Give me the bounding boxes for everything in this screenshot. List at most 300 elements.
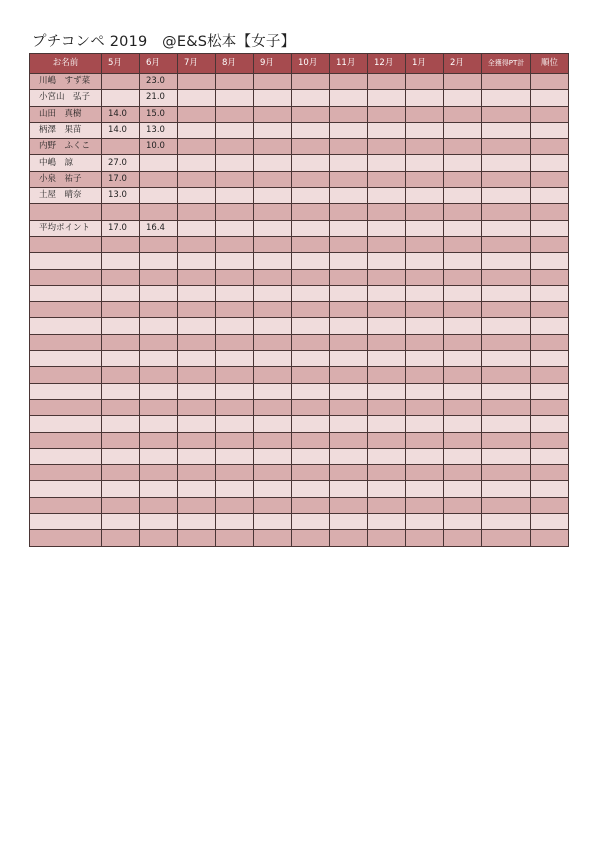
table-cell[interactable] <box>368 399 406 415</box>
table-cell[interactable] <box>531 514 569 530</box>
table-cell[interactable] <box>531 285 569 301</box>
table-cell[interactable] <box>482 285 531 301</box>
table-cell[interactable] <box>444 155 482 171</box>
table-cell[interactable] <box>330 448 368 464</box>
table-cell[interactable] <box>444 253 482 269</box>
table-cell[interactable] <box>140 318 178 334</box>
table-cell[interactable] <box>531 481 569 497</box>
table-cell[interactable] <box>444 139 482 155</box>
table-cell[interactable] <box>140 285 178 301</box>
table-cell[interactable] <box>140 481 178 497</box>
name-cell[interactable]: 土屋 晴奈 <box>30 188 102 204</box>
table-cell[interactable] <box>102 204 140 220</box>
table-cell[interactable] <box>330 188 368 204</box>
table-cell[interactable] <box>444 334 482 350</box>
table-cell[interactable] <box>406 302 444 318</box>
table-cell[interactable] <box>368 139 406 155</box>
table-cell[interactable] <box>254 497 292 513</box>
table-cell[interactable] <box>330 497 368 513</box>
table-cell[interactable] <box>531 74 569 90</box>
table-cell[interactable] <box>292 220 330 236</box>
table-cell[interactable] <box>406 220 444 236</box>
table-cell[interactable] <box>292 236 330 252</box>
table-cell[interactable] <box>178 269 216 285</box>
table-cell[interactable] <box>330 351 368 367</box>
table-cell[interactable] <box>482 106 531 122</box>
table-cell[interactable] <box>368 383 406 399</box>
table-cell[interactable] <box>292 204 330 220</box>
table-cell[interactable] <box>102 432 140 448</box>
table-cell[interactable] <box>178 139 216 155</box>
name-cell[interactable]: 中嶋 諒 <box>30 155 102 171</box>
table-cell[interactable] <box>216 285 254 301</box>
table-cell[interactable]: 27.0 <box>102 155 140 171</box>
name-cell[interactable] <box>30 383 102 399</box>
table-cell[interactable] <box>140 334 178 350</box>
table-cell[interactable] <box>368 204 406 220</box>
table-cell[interactable] <box>140 530 178 546</box>
table-cell[interactable]: 17.0 <box>102 220 140 236</box>
table-cell[interactable] <box>216 90 254 106</box>
table-cell[interactable] <box>216 367 254 383</box>
table-cell[interactable] <box>216 302 254 318</box>
table-cell[interactable] <box>444 530 482 546</box>
table-cell[interactable] <box>254 236 292 252</box>
table-cell[interactable] <box>482 220 531 236</box>
table-cell[interactable] <box>482 399 531 415</box>
name-cell[interactable]: 小泉 祐子 <box>30 171 102 187</box>
table-cell[interactable] <box>330 318 368 334</box>
table-cell[interactable] <box>406 285 444 301</box>
table-cell[interactable] <box>178 220 216 236</box>
table-cell[interactable] <box>178 285 216 301</box>
table-cell[interactable] <box>178 383 216 399</box>
table-cell[interactable] <box>482 90 531 106</box>
table-cell[interactable] <box>216 106 254 122</box>
table-cell[interactable] <box>444 302 482 318</box>
table-cell[interactable] <box>368 122 406 138</box>
table-cell[interactable] <box>482 448 531 464</box>
table-cell[interactable] <box>178 497 216 513</box>
table-cell[interactable] <box>254 514 292 530</box>
table-cell[interactable] <box>178 236 216 252</box>
table-cell[interactable] <box>531 171 569 187</box>
table-cell[interactable] <box>406 74 444 90</box>
table-cell[interactable] <box>216 269 254 285</box>
table-cell[interactable] <box>444 497 482 513</box>
table-cell[interactable]: 21.0 <box>140 90 178 106</box>
table-cell[interactable] <box>178 302 216 318</box>
table-cell[interactable] <box>368 188 406 204</box>
table-cell[interactable]: 13.0 <box>140 122 178 138</box>
table-cell[interactable] <box>254 465 292 481</box>
table-cell[interactable] <box>330 530 368 546</box>
table-cell[interactable] <box>368 351 406 367</box>
table-cell[interactable] <box>216 448 254 464</box>
name-cell[interactable] <box>30 514 102 530</box>
table-cell[interactable] <box>531 204 569 220</box>
table-cell[interactable] <box>178 74 216 90</box>
table-cell[interactable] <box>406 514 444 530</box>
table-cell[interactable] <box>292 155 330 171</box>
table-cell[interactable] <box>178 204 216 220</box>
table-cell[interactable] <box>178 351 216 367</box>
table-cell[interactable] <box>292 383 330 399</box>
table-cell[interactable] <box>368 155 406 171</box>
name-cell[interactable] <box>30 318 102 334</box>
table-cell[interactable] <box>368 497 406 513</box>
table-cell[interactable] <box>292 530 330 546</box>
table-cell[interactable] <box>406 171 444 187</box>
table-cell[interactable] <box>406 383 444 399</box>
table-cell[interactable] <box>531 122 569 138</box>
table-cell[interactable] <box>406 155 444 171</box>
table-cell[interactable] <box>444 106 482 122</box>
table-cell[interactable] <box>216 236 254 252</box>
table-cell[interactable] <box>254 269 292 285</box>
table-cell[interactable]: 16.4 <box>140 220 178 236</box>
table-cell[interactable] <box>482 481 531 497</box>
table-cell[interactable] <box>531 416 569 432</box>
table-cell[interactable] <box>140 416 178 432</box>
name-cell[interactable] <box>30 334 102 350</box>
table-cell[interactable] <box>102 253 140 269</box>
table-cell[interactable] <box>330 236 368 252</box>
table-cell[interactable] <box>178 514 216 530</box>
name-cell[interactable] <box>30 236 102 252</box>
table-cell[interactable] <box>330 334 368 350</box>
table-cell[interactable] <box>140 171 178 187</box>
name-cell[interactable] <box>30 432 102 448</box>
table-cell[interactable] <box>330 399 368 415</box>
table-cell[interactable] <box>140 399 178 415</box>
table-cell[interactable]: 14.0 <box>102 122 140 138</box>
table-cell[interactable] <box>444 74 482 90</box>
table-cell[interactable] <box>140 302 178 318</box>
table-cell[interactable] <box>444 269 482 285</box>
table-cell[interactable] <box>482 253 531 269</box>
name-cell[interactable]: 柄澤 果苗 <box>30 122 102 138</box>
table-cell[interactable] <box>292 497 330 513</box>
table-cell[interactable] <box>531 383 569 399</box>
table-cell[interactable] <box>216 122 254 138</box>
table-cell[interactable] <box>330 481 368 497</box>
table-cell[interactable] <box>292 465 330 481</box>
table-cell[interactable] <box>102 351 140 367</box>
table-cell[interactable] <box>330 220 368 236</box>
table-cell[interactable] <box>406 497 444 513</box>
table-cell[interactable] <box>216 204 254 220</box>
table-cell[interactable] <box>254 90 292 106</box>
table-cell[interactable] <box>254 383 292 399</box>
table-cell[interactable] <box>140 155 178 171</box>
table-cell[interactable] <box>292 351 330 367</box>
table-cell[interactable] <box>102 481 140 497</box>
table-cell[interactable] <box>482 367 531 383</box>
table-cell[interactable] <box>216 220 254 236</box>
name-cell[interactable]: 川嶋 すず菜 <box>30 74 102 90</box>
table-cell[interactable] <box>368 318 406 334</box>
table-cell[interactable] <box>531 497 569 513</box>
table-cell[interactable] <box>140 514 178 530</box>
name-cell[interactable]: 平均ポイント <box>30 220 102 236</box>
table-cell[interactable] <box>254 253 292 269</box>
name-cell[interactable] <box>30 448 102 464</box>
name-cell[interactable] <box>30 399 102 415</box>
table-cell[interactable] <box>102 497 140 513</box>
table-cell[interactable] <box>368 236 406 252</box>
table-cell[interactable] <box>531 155 569 171</box>
table-cell[interactable] <box>330 204 368 220</box>
table-cell[interactable] <box>216 318 254 334</box>
table-cell[interactable] <box>330 90 368 106</box>
table-cell[interactable] <box>292 432 330 448</box>
table-cell[interactable] <box>406 432 444 448</box>
table-cell[interactable] <box>444 448 482 464</box>
table-cell[interactable] <box>531 253 569 269</box>
table-cell[interactable] <box>406 106 444 122</box>
table-cell[interactable] <box>482 432 531 448</box>
table-cell[interactable] <box>254 204 292 220</box>
table-cell[interactable] <box>330 122 368 138</box>
table-cell[interactable] <box>102 285 140 301</box>
table-cell[interactable] <box>368 269 406 285</box>
table-cell[interactable]: 15.0 <box>140 106 178 122</box>
table-cell[interactable] <box>330 465 368 481</box>
table-cell[interactable] <box>140 448 178 464</box>
table-cell[interactable] <box>482 497 531 513</box>
table-cell[interactable] <box>178 155 216 171</box>
table-cell[interactable] <box>102 448 140 464</box>
table-cell[interactable] <box>292 122 330 138</box>
table-cell[interactable] <box>368 530 406 546</box>
table-cell[interactable] <box>140 465 178 481</box>
table-cell[interactable] <box>254 139 292 155</box>
table-cell[interactable] <box>531 351 569 367</box>
table-cell[interactable] <box>216 530 254 546</box>
table-cell[interactable] <box>482 236 531 252</box>
table-cell[interactable] <box>444 351 482 367</box>
table-cell[interactable] <box>178 334 216 350</box>
table-cell[interactable] <box>531 220 569 236</box>
table-cell[interactable] <box>444 171 482 187</box>
table-cell[interactable] <box>140 188 178 204</box>
table-cell[interactable] <box>482 74 531 90</box>
table-cell[interactable] <box>102 399 140 415</box>
table-cell[interactable] <box>406 465 444 481</box>
table-cell[interactable] <box>254 171 292 187</box>
table-cell[interactable] <box>254 188 292 204</box>
table-cell[interactable] <box>482 269 531 285</box>
table-cell[interactable] <box>102 90 140 106</box>
table-cell[interactable] <box>292 188 330 204</box>
table-cell[interactable] <box>216 139 254 155</box>
table-cell[interactable] <box>444 465 482 481</box>
table-cell[interactable] <box>102 269 140 285</box>
table-cell[interactable] <box>254 432 292 448</box>
table-cell[interactable] <box>292 90 330 106</box>
table-cell[interactable] <box>444 204 482 220</box>
table-cell[interactable] <box>102 514 140 530</box>
table-cell[interactable] <box>178 465 216 481</box>
name-cell[interactable] <box>30 204 102 220</box>
table-cell[interactable] <box>254 318 292 334</box>
table-cell[interactable] <box>531 236 569 252</box>
table-cell[interactable] <box>406 204 444 220</box>
name-cell[interactable] <box>30 351 102 367</box>
table-cell[interactable] <box>292 171 330 187</box>
table-cell[interactable] <box>330 383 368 399</box>
table-cell[interactable] <box>368 302 406 318</box>
table-cell[interactable] <box>368 448 406 464</box>
table-cell[interactable] <box>140 367 178 383</box>
table-cell[interactable] <box>482 171 531 187</box>
table-cell[interactable] <box>531 465 569 481</box>
name-cell[interactable] <box>30 253 102 269</box>
table-cell[interactable] <box>368 465 406 481</box>
table-cell[interactable] <box>368 171 406 187</box>
table-cell[interactable] <box>178 481 216 497</box>
table-cell[interactable] <box>444 383 482 399</box>
table-cell[interactable] <box>368 367 406 383</box>
table-cell[interactable] <box>406 236 444 252</box>
table-cell[interactable] <box>292 106 330 122</box>
table-cell[interactable] <box>482 416 531 432</box>
table-cell[interactable] <box>406 318 444 334</box>
table-cell[interactable] <box>140 269 178 285</box>
table-cell[interactable] <box>444 416 482 432</box>
table-cell[interactable] <box>531 432 569 448</box>
table-cell[interactable] <box>482 530 531 546</box>
table-cell[interactable] <box>216 465 254 481</box>
table-cell[interactable]: 13.0 <box>102 188 140 204</box>
table-cell[interactable] <box>531 139 569 155</box>
table-cell[interactable] <box>330 155 368 171</box>
table-cell[interactable] <box>482 302 531 318</box>
table-cell[interactable] <box>444 285 482 301</box>
table-cell[interactable] <box>531 334 569 350</box>
table-cell[interactable] <box>406 90 444 106</box>
table-cell[interactable]: 17.0 <box>102 171 140 187</box>
table-cell[interactable] <box>444 90 482 106</box>
table-cell[interactable] <box>292 367 330 383</box>
table-cell[interactable] <box>102 302 140 318</box>
table-cell[interactable] <box>178 90 216 106</box>
table-cell[interactable] <box>216 188 254 204</box>
table-cell[interactable] <box>216 481 254 497</box>
table-cell[interactable] <box>254 122 292 138</box>
table-cell[interactable] <box>368 481 406 497</box>
name-cell[interactable] <box>30 302 102 318</box>
table-cell[interactable] <box>216 497 254 513</box>
table-cell[interactable] <box>330 302 368 318</box>
table-cell[interactable] <box>531 269 569 285</box>
table-cell[interactable] <box>254 367 292 383</box>
table-cell[interactable] <box>368 514 406 530</box>
table-cell[interactable] <box>178 188 216 204</box>
table-cell[interactable] <box>178 448 216 464</box>
table-cell[interactable] <box>178 399 216 415</box>
table-cell[interactable] <box>102 334 140 350</box>
table-cell[interactable] <box>368 90 406 106</box>
table-cell[interactable] <box>406 367 444 383</box>
table-cell[interactable] <box>368 106 406 122</box>
table-cell[interactable] <box>531 318 569 334</box>
table-cell[interactable] <box>102 530 140 546</box>
table-cell[interactable] <box>102 383 140 399</box>
table-cell[interactable] <box>406 481 444 497</box>
table-cell[interactable] <box>406 399 444 415</box>
table-cell[interactable] <box>102 139 140 155</box>
table-cell[interactable] <box>406 416 444 432</box>
table-cell[interactable] <box>444 481 482 497</box>
table-cell[interactable] <box>254 416 292 432</box>
table-cell[interactable] <box>216 334 254 350</box>
table-cell[interactable] <box>444 399 482 415</box>
table-cell[interactable] <box>368 416 406 432</box>
table-cell[interactable] <box>482 465 531 481</box>
table-cell[interactable] <box>178 530 216 546</box>
table-cell[interactable] <box>368 220 406 236</box>
name-cell[interactable] <box>30 285 102 301</box>
table-cell[interactable] <box>178 416 216 432</box>
table-cell[interactable] <box>368 74 406 90</box>
table-cell[interactable] <box>531 448 569 464</box>
table-cell[interactable] <box>531 90 569 106</box>
name-cell[interactable] <box>30 530 102 546</box>
table-cell[interactable] <box>216 253 254 269</box>
table-cell[interactable] <box>444 432 482 448</box>
table-cell[interactable] <box>368 334 406 350</box>
table-cell[interactable] <box>140 253 178 269</box>
name-cell[interactable]: 内野 ふくこ <box>30 139 102 155</box>
table-cell[interactable] <box>254 302 292 318</box>
table-cell[interactable] <box>531 106 569 122</box>
table-cell[interactable] <box>140 204 178 220</box>
name-cell[interactable] <box>30 416 102 432</box>
table-cell[interactable] <box>254 285 292 301</box>
table-cell[interactable] <box>254 74 292 90</box>
table-cell[interactable] <box>292 302 330 318</box>
table-cell[interactable] <box>178 171 216 187</box>
table-cell[interactable] <box>368 285 406 301</box>
table-cell[interactable] <box>482 139 531 155</box>
table-cell[interactable] <box>254 448 292 464</box>
table-cell[interactable] <box>178 432 216 448</box>
table-cell[interactable] <box>178 318 216 334</box>
table-cell[interactable] <box>102 367 140 383</box>
table-cell[interactable] <box>178 367 216 383</box>
table-cell[interactable] <box>140 432 178 448</box>
table-cell[interactable] <box>330 269 368 285</box>
table-cell[interactable] <box>406 122 444 138</box>
table-cell[interactable] <box>482 155 531 171</box>
table-cell[interactable] <box>292 253 330 269</box>
table-cell[interactable] <box>292 334 330 350</box>
table-cell[interactable] <box>140 351 178 367</box>
table-cell[interactable] <box>444 220 482 236</box>
table-cell[interactable] <box>216 399 254 415</box>
table-cell[interactable] <box>216 383 254 399</box>
name-cell[interactable] <box>30 497 102 513</box>
table-cell[interactable] <box>216 351 254 367</box>
table-cell[interactable] <box>178 106 216 122</box>
name-cell[interactable] <box>30 481 102 497</box>
table-cell[interactable] <box>254 334 292 350</box>
table-cell[interactable]: 10.0 <box>140 139 178 155</box>
table-cell[interactable]: 14.0 <box>102 106 140 122</box>
table-cell[interactable] <box>531 530 569 546</box>
